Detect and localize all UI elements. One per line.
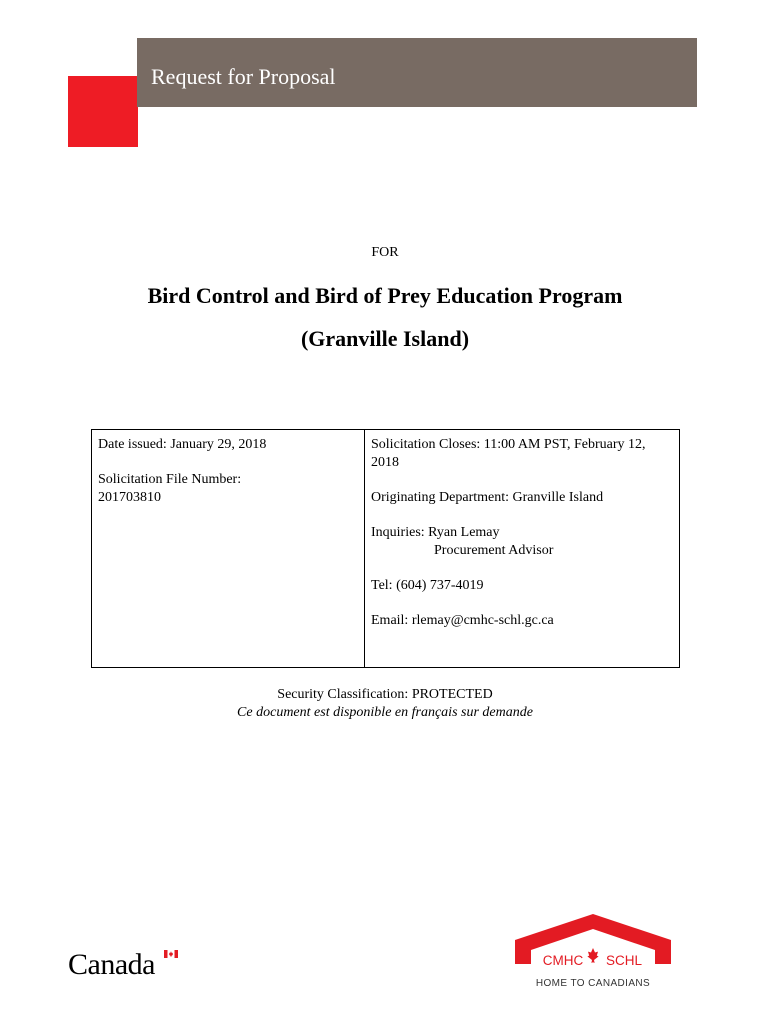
inquiries-name: Inquiries: Ryan Lemay [371,525,500,540]
file-number: 201703810 [98,490,161,505]
originating-department: Originating Department: Granville Island [371,490,604,505]
for-label: FOR [371,245,399,260]
details-right-column [365,430,679,667]
cmhc-right-text: SCHL [605,953,643,968]
file-number-label: Solicitation File Number: [98,472,242,487]
cmhc-left-text: CMHC [542,953,584,968]
inquiries-title: Procurement Advisor [434,543,554,558]
security-classification: Security Classification: PROTECTED [277,687,493,702]
document-type-title: Request for Proposal [151,64,336,89]
closing-date-line1: Solicitation Closes: 11:00 AM PST, February 12, [371,437,646,452]
cmhc-tagline: HOME TO CANADIANS [535,978,651,989]
closing-date-line2: 2018 [371,455,399,470]
canada-wordmark-logo [68,946,183,982]
details-left-column [92,430,365,667]
project-subtitle: (Granville Island) [300,326,470,351]
cmhc-house-mark [515,914,671,978]
telephone: Tel: (604) 737-4019 [371,578,484,593]
closing-date [371,436,673,472]
cmhc-logo [515,914,671,1002]
date-issued: Date issued: January 29, 2018 [98,437,267,452]
canada-flag-icon [164,950,178,958]
french-availability-note: Ce document est disponible en français sur demande [237,705,533,720]
header-bar [137,38,697,107]
solicitation-details-table [91,429,680,668]
email[interactable]: Email: rlemay@cmhc-schl.gc.ca [371,613,554,628]
canada-wordmark: Canada [68,948,155,981]
accent-block [68,76,138,147]
project-title: Bird Control and Bird of Prey Education Program [147,283,623,308]
